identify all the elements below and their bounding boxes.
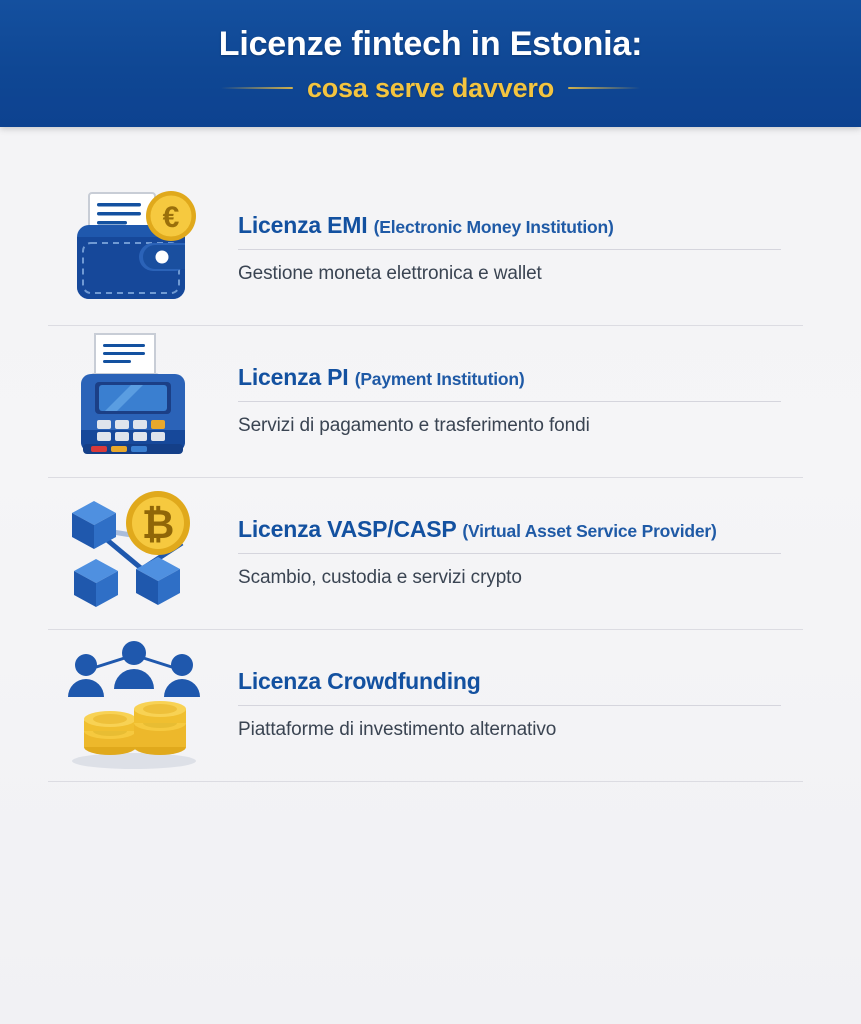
- title-underline: [238, 401, 781, 402]
- license-list: [0, 127, 861, 782]
- list-item-title: [238, 212, 807, 238]
- list-item-title-main: Licenza VASP/CASP: [238, 515, 457, 542]
- list-item[interactable]: [48, 477, 813, 629]
- list-item-text: [224, 364, 813, 438]
- page-subtitle: cosa serve davvero: [306, 72, 555, 103]
- list-item-title: [238, 364, 807, 390]
- page-title: Licenze fintech in Estonia:: [218, 25, 643, 64]
- blockchain-bitcoin-icon: [48, 483, 224, 623]
- list-item-title: [238, 516, 807, 542]
- title-underline: [238, 705, 781, 706]
- list-item-description: Servizi di pagamento e trasferimento fondi: [238, 415, 590, 437]
- list-item-description: Gestione moneta elettronica e wallet: [238, 263, 542, 285]
- subtitle-rule-left: [221, 87, 293, 89]
- title-underline: [238, 553, 781, 554]
- subtitle-rule-right: [568, 87, 640, 89]
- list-item-title-paren: (Electronic Money Institution): [373, 216, 614, 237]
- list-item-title-paren: (Virtual Asset Service Provider): [462, 520, 717, 541]
- list-item-text: [224, 212, 813, 286]
- list-item-text: [224, 516, 813, 590]
- list-item-title-main: Licenza EMI: [238, 211, 368, 238]
- header-banner: [0, 0, 861, 127]
- list-item-title: [238, 668, 807, 694]
- svg-text:€: €: [162, 201, 180, 234]
- svg-text:₿: ₿: [141, 503, 175, 547]
- wallet-euro-coin-icon: [48, 179, 224, 319]
- pos-terminal-receipt-icon: [48, 331, 224, 471]
- people-coins-icon: [48, 635, 224, 775]
- list-item-title-main: Licenza Crowdfunding: [238, 667, 481, 694]
- title-underline: [238, 249, 781, 250]
- list-item[interactable]: [48, 173, 813, 325]
- list-item-description: Piattaforme di investimento alternativo: [238, 719, 557, 741]
- list-item-text: [224, 668, 813, 742]
- list-item-title-paren: (Payment Institution): [354, 368, 525, 389]
- subtitle-row: [0, 73, 861, 104]
- list-item-title-main: Licenza PI: [238, 363, 349, 390]
- bottom-divider: [48, 781, 803, 782]
- list-item[interactable]: [48, 629, 813, 781]
- list-item-description: Scambio, custodia e servizi crypto: [238, 567, 522, 589]
- list-item[interactable]: [48, 325, 813, 477]
